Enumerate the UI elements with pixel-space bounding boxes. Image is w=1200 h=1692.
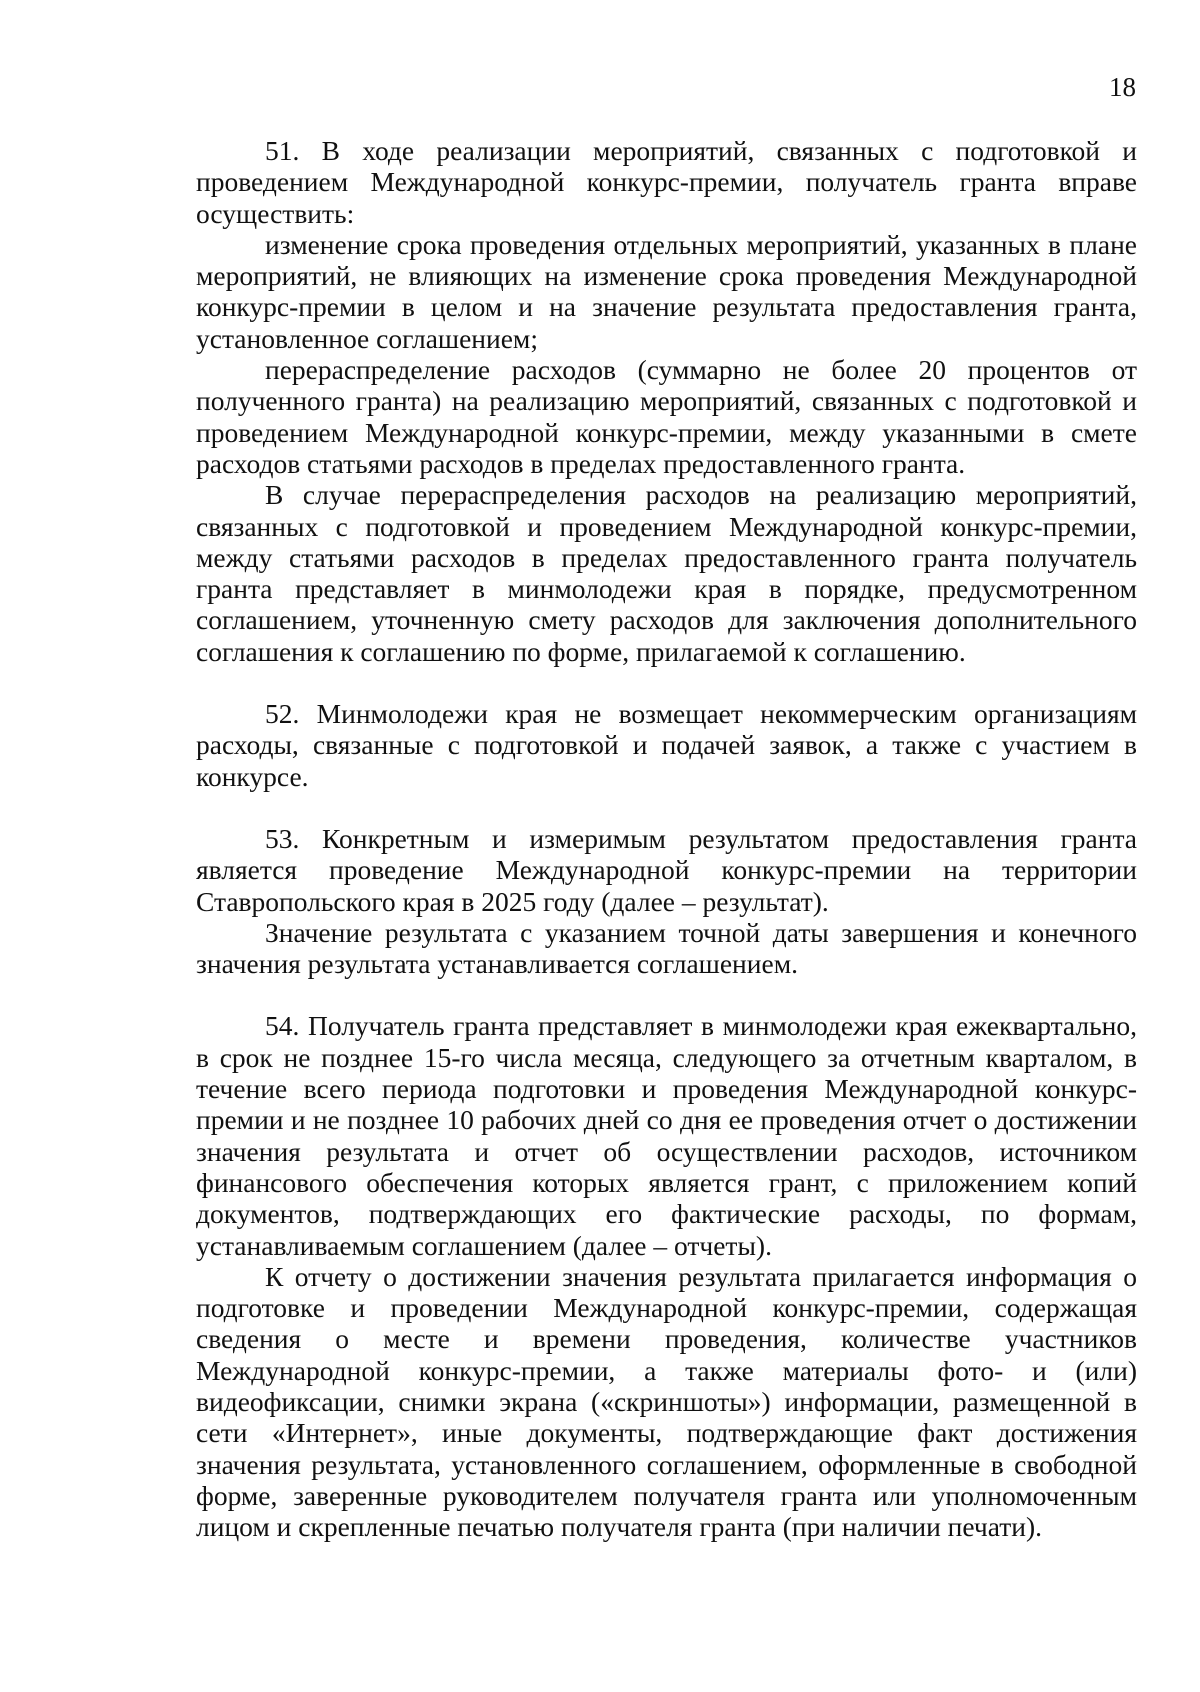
page-number: 18 xyxy=(1109,72,1136,102)
paragraph-53-note: Значение результата с указанием точной даты завершения и конечного значения результата устанавливается соглашением. xyxy=(196,916,1137,980)
paragraph-51-note: В случае перераспределения расходов на реализацию мероприятий, связанных с подготовкой и проведением Международной конкурс-премии, между статьями расходов в пределах предоставленного гранта получатель гранта представляет в минмолодежи края в порядке, предусмотренном соглашением, уточненную смету расходов для заключения дополнительного соглашения к соглашению по форме, прилагаемой к соглашению. xyxy=(196,479,1137,667)
paragraph-53: 53. Конкретным и измеримым результатом предоставления гранта является проведение Международной конкурс-премии на территории Ставропольского края в 2025 году (далее – результат). xyxy=(196,822,1137,917)
document-body xyxy=(196,135,1137,1542)
paragraph-51: 51. В ходе реализации мероприятий, связанных с подготовкой и проведением Международной конкурс-премии, получатель гранта вправе осуществить: xyxy=(196,135,1137,229)
paragraph-51-item-2: перераспределение расходов (суммарно не более 20 процентов от полученного гранта) на реализацию мероприятий, связанных с подготовкой и проведением Международной конкурс-премии, между указанными в смете расходов статьями расходов в пределах предоставленного гранта. xyxy=(196,354,1137,479)
paragraph-52: 52. Минмолодежи края не возмещает некоммерческим организациям расходы, связанные с подготовкой и подачей заявок, а также с участием в конкурсе. xyxy=(196,698,1137,792)
paragraph-54: 54. Получатель гранта представляет в минмолодежи края ежеквартально, в срок не позднее 15-го числа месяца, следующего за отчетным кварталом, в течение всего периода подготовки и проведения Международной конкурс-премии и не позднее 10 рабочих дней со дня ее проведения отчет о достижении значения результата и отчет об осуществлении расходов, источником финансового обеспечения которых является грант, с приложением копий документов, подтверждающих его фактические расходы, по формам, устанавливаемым соглашением (далее – отчеты). xyxy=(196,1010,1137,1261)
paragraph-51-item-1: изменение срока проведения отдельных мероприятий, указанных в плане мероприятий, не влияющих на изменение срока проведения Международной конкурс-премии в целом и на значение результата предоставления гранта, установленное соглашением; xyxy=(196,228,1137,354)
paragraph-54-note: К отчету о достижении значения результата прилагается информация о подготовке и проведении Международной конкурс-премии, содержащая сведения о месте и времени проведения, количестве участников Международной конкурс-премии, а также материалы фото- и (или) видеофиксации, снимки экрана («скриншоты») информации, размещенной в сети «Интернет», иные документы, подтверждающие факт достижения значения результата, установленного соглашением, оформленные в свободной форме, заверенные руководителем получателя гранта или уполномоченным лицом и скрепленные печатью получателя гранта (при наличии печати). xyxy=(196,1260,1137,1543)
